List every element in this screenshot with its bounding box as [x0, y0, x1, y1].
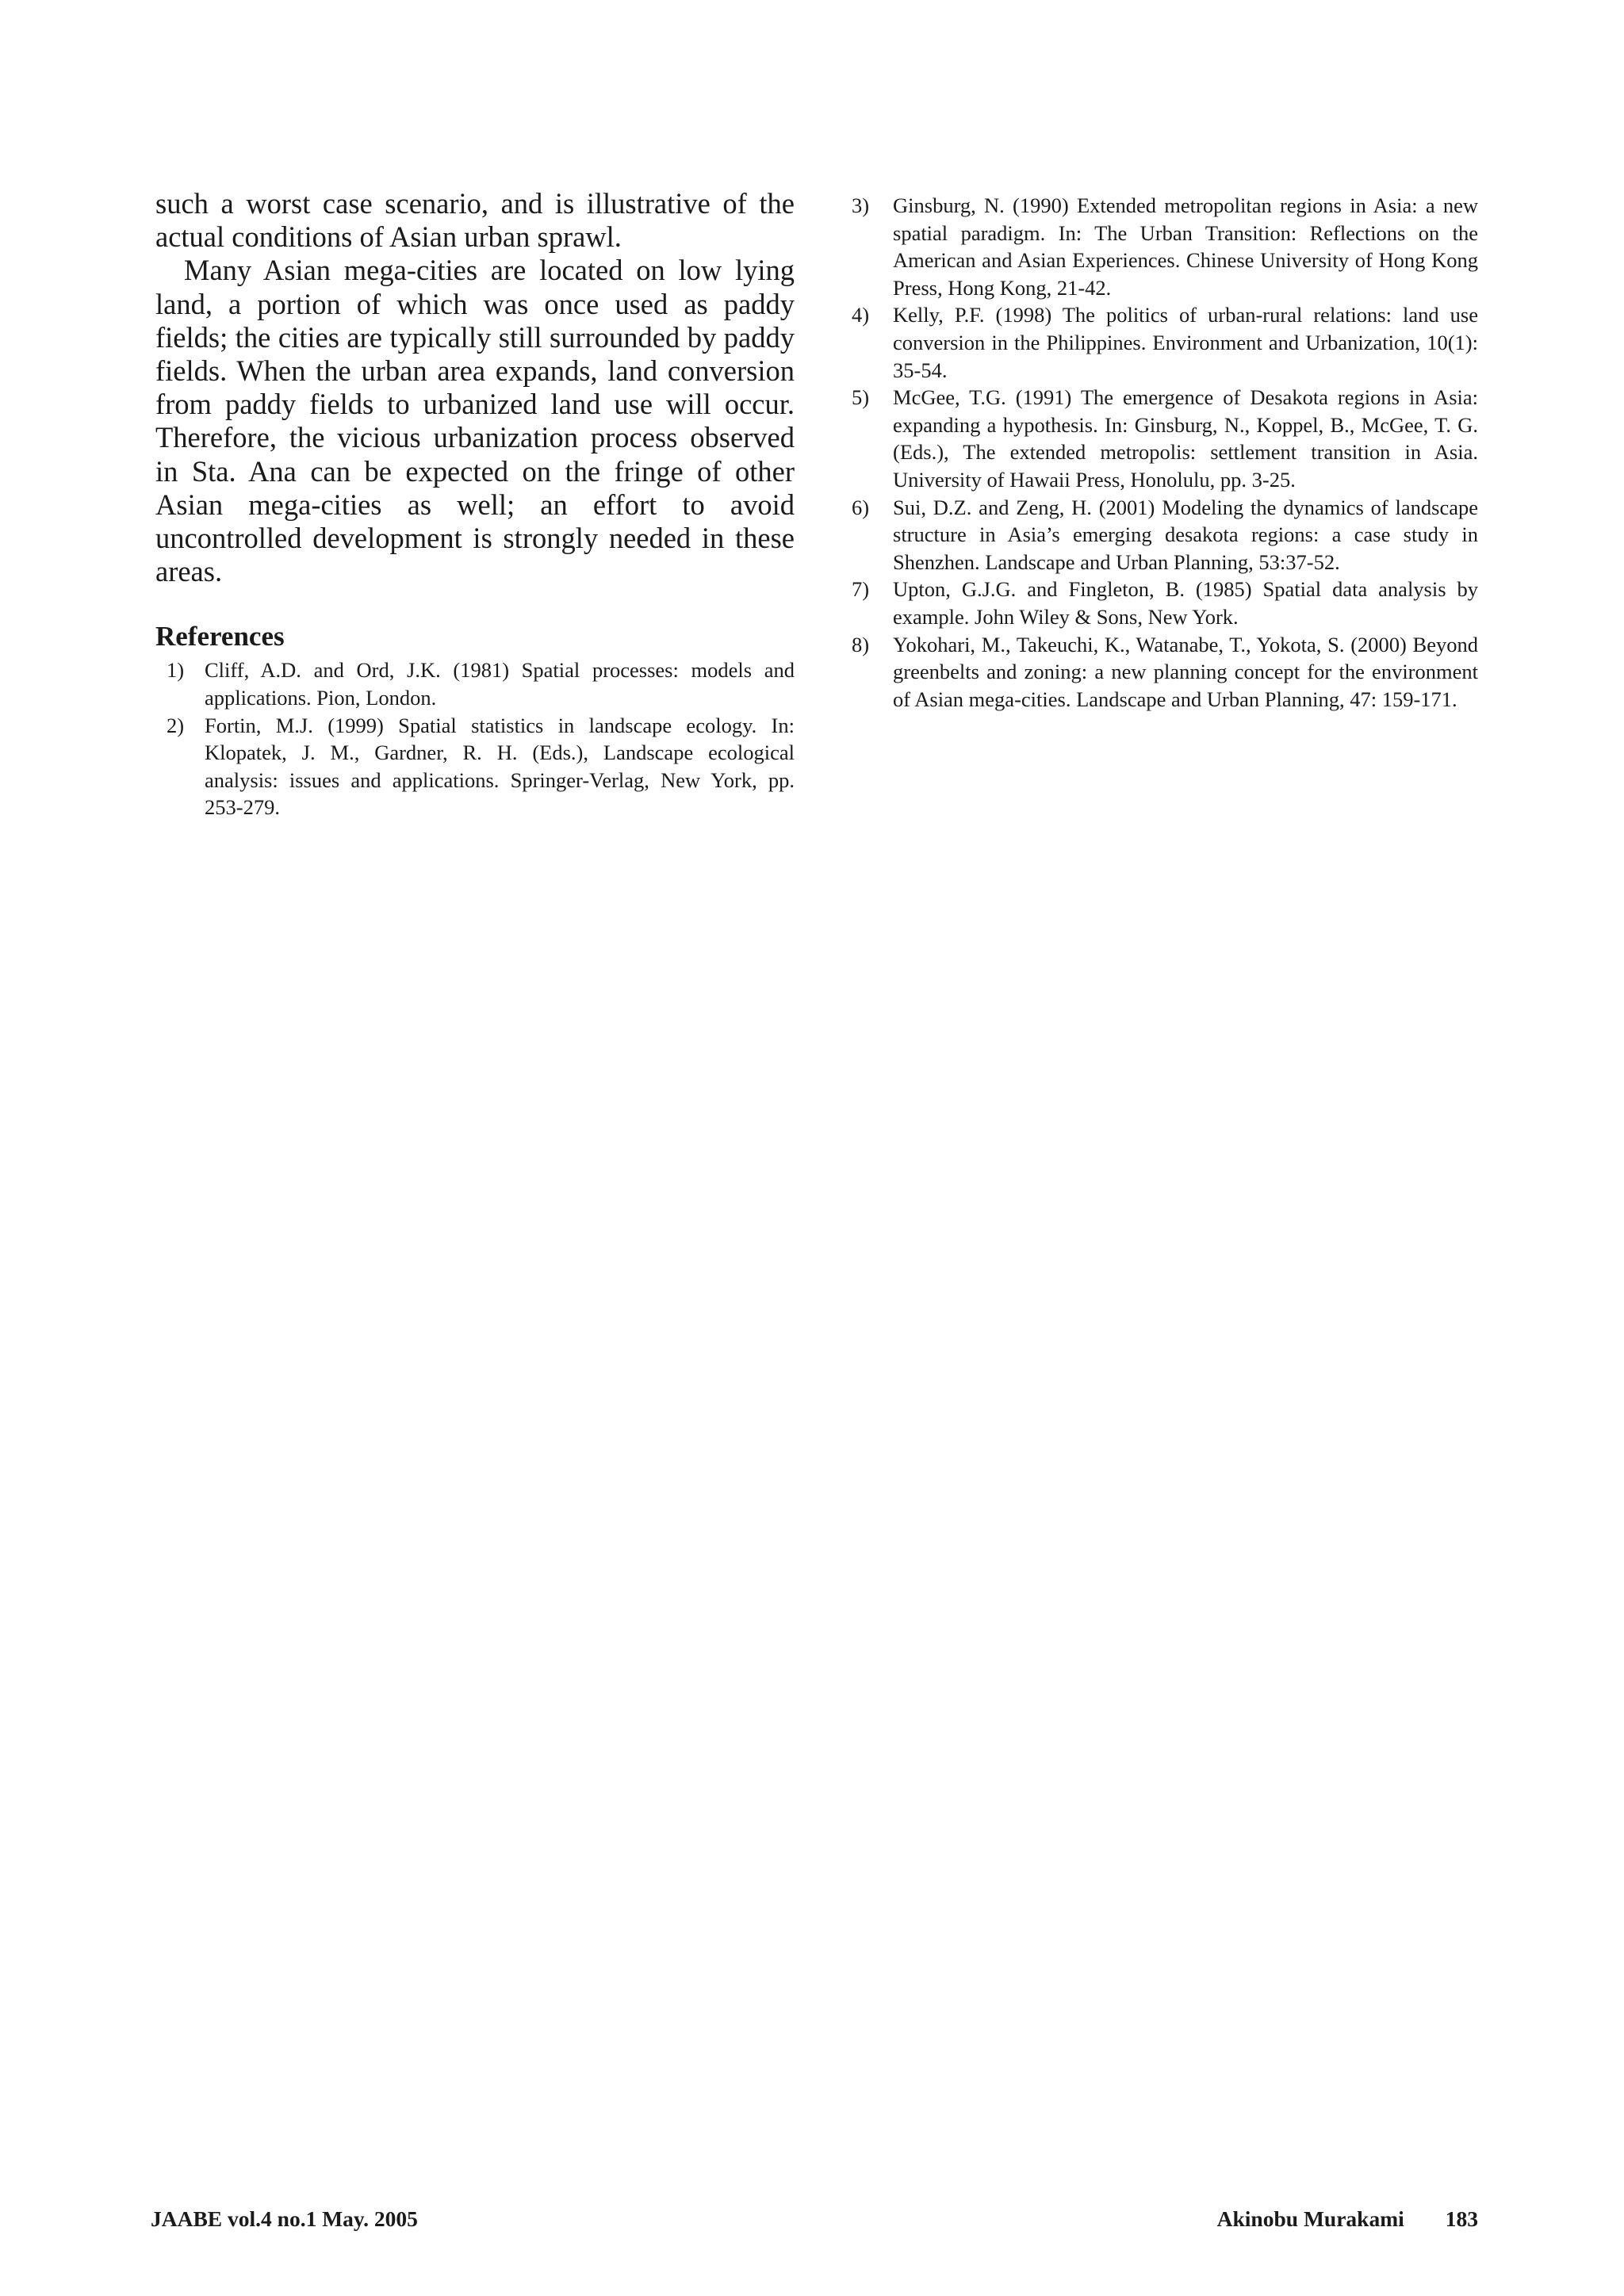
- reference-number: 6): [852, 495, 870, 519]
- reference-item-7: [852, 576, 1478, 630]
- reference-item-1: [155, 656, 795, 711]
- reference-item-3: [852, 192, 1478, 301]
- reference-item-2: [155, 712, 795, 821]
- reference-text: Kelly, P.F. (1998) The politics of urban-rural relations: land use conversion in the Philippines. Environment and Urbanization, 10(1): 35-54.: [893, 303, 1478, 382]
- reference-number: 3): [852, 193, 870, 217]
- reference-text: McGee, T.G. (1991) The emergence of Desakota regions in Asia: expanding a hypothesis. In: Ginsburg, N., Koppel, B., McGee, T. G. (Eds.), The extended metropolis: settlement transition in Asia. University of Hawaii Press, Honolulu, pp. 3-25.: [893, 385, 1478, 492]
- reference-number: 7): [852, 577, 870, 602]
- reference-item-4: [852, 301, 1478, 384]
- left-column: [155, 187, 795, 821]
- reference-list-left: [155, 656, 795, 821]
- footer-journal: JAABE vol.4 no.1 May. 2005: [151, 2206, 418, 2231]
- reference-text: Upton, G.J.G. and Fingleton, B. (1985) Spatial data analysis by example. John Wiley & Sons, New York.: [893, 577, 1478, 629]
- references-heading: References: [155, 621, 285, 652]
- reference-item-8: [852, 631, 1478, 714]
- reference-number: 1): [167, 658, 185, 683]
- reference-item-6: [852, 494, 1478, 576]
- reference-text: Ginsburg, N. (1990) Extended metropolitan regions in Asia: a new spatial paradigm. In: The Urban Transition: Reflections on the American and Asian Experiences. Chinese University of Hong Kong Press, Hong Kong, 21-42.: [893, 193, 1478, 300]
- reference-number: 5): [852, 385, 870, 410]
- body-paragraph-1: such a worst case scenario, and is illustrative of the actual conditions of Asian urban sprawl.: [155, 187, 795, 254]
- body-paragraph-2: Many Asian mega-cities are located on low lying land, a portion of which was once used as paddy fields; the cities are typically still surrounded by paddy fields. When the urban area expands, land conversion from paddy fields to urbanized land use will occur. Therefore, the vicious urbanization process observed in Sta. Ana can be expected on the fringe of other Asian mega-cities as well; an effort to avoid uncontrolled development is strongly needed in these areas.: [155, 254, 795, 588]
- page-number: 183: [1445, 2206, 1478, 2231]
- reference-text: Fortin, M.J. (1999) Spatial statistics in landscape ecology. In: Klopatek, J. M., Gardner, R. H. (Eds.), Landscape ecological analysis: issues and applications. Springer-Verlag, New York, pp. 253-279.: [205, 713, 795, 820]
- reference-number: 4): [852, 303, 870, 327]
- reference-text: Sui, D.Z. and Zeng, H. (2001) Modeling the dynamics of landscape structure in Asia’s emerging desakota regions: a case study in Shenzhen. Landscape and Urban Planning, 53:37-52.: [893, 495, 1478, 574]
- footer-author: Akinobu Murakami: [1216, 2206, 1404, 2231]
- reference-number: 8): [852, 632, 870, 656]
- reference-item-5: [852, 384, 1478, 493]
- reference-text: Cliff, A.D. and Ord, J.K. (1981) Spatial processes: models and applications. Pion, London.: [205, 658, 795, 710]
- footer-author-page: [1180, 2206, 1478, 2233]
- reference-text: Yokohari, M., Takeuchi, K., Watanabe, T., Yokota, S. (2000) Beyond greenbelts and zoning: a new planning concept for the environment of Asian mega-cities. Landscape and Urban Planning, 47: 159-171.: [893, 632, 1478, 711]
- reference-number: 2): [167, 713, 185, 737]
- reference-list-right: [852, 192, 1478, 713]
- right-column: [852, 192, 1478, 713]
